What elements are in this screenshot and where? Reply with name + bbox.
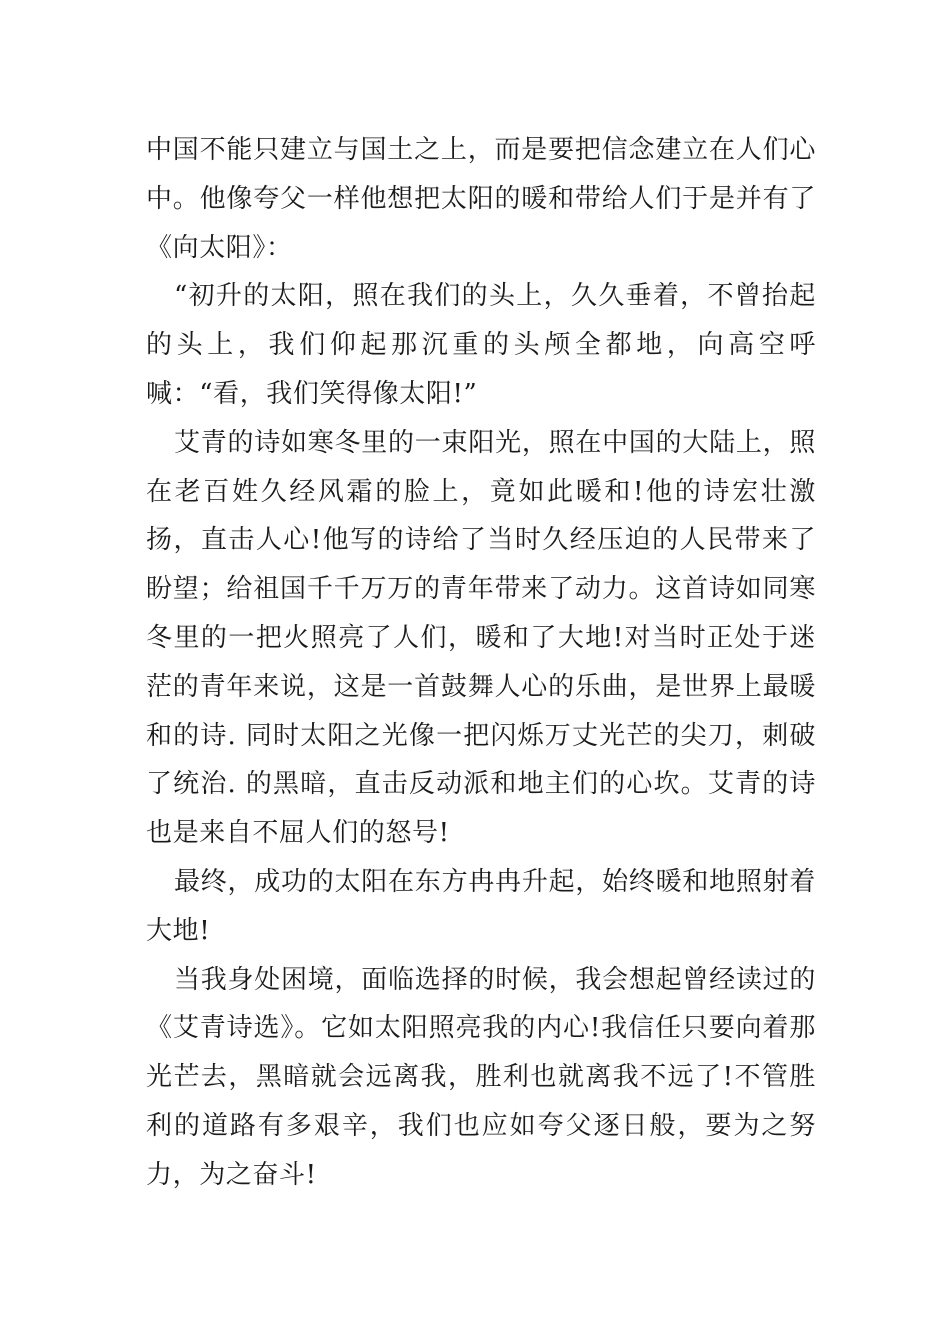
paragraph-5: 当我身处困境，面临选择的时候，我会想起曾经读过的《艾青诗选》。它如太阳照亮我的内心!我信任只要向着那光芒去，黑暗就会远离我，胜利也就离我不远了!不管胜利的道路有多艰辛，我们也应如夸父逐日般，要为之努力，为之奋斗!	[146, 964, 816, 1190]
paragraph-4: 最终，成功的太阳在东方冉冉升起，始终暖和地照射着大地!	[146, 866, 816, 946]
paragraph-2: “初升的太阳，照在我们的头上，久久垂着，不曾抬起的头上，我们仰起那沉重的头颅全都地，向高空呼喊：“看，我们笑得像太阳!”	[146, 281, 816, 409]
paragraph-3: 艾青的诗如寒冬里的一束阳光，照在中国的大陆上，照在老百姓久经风霜的脸上，竟如此暖和!他的诗宏壮激扬，直击人心!他写的诗给了当时久经压迫的人民带来了盼望；给祖国千千万万的青年带来了动力。这首诗如同寒冬里的一把火照亮了人们，暖和了大地!对当时正处于迷茫的青年来说，这是一首鼓舞人心的乐曲，是世界上最暖和的诗. 同时太阳之光像一把闪烁万丈光芒的尖刀，刺破了统治. 的黑暗，直击反动派和地主们的心坎。艾青的诗也是来自不屈人们的怒号!	[146, 427, 816, 849]
essay-body	[146, 126, 816, 1200]
paragraph-1: 中国不能只建立与国土之上，而是要把信念建立在人们心中。他像夸父一样他想把太阳的暖和带给人们于是并有了《向太阳》：	[146, 135, 816, 263]
